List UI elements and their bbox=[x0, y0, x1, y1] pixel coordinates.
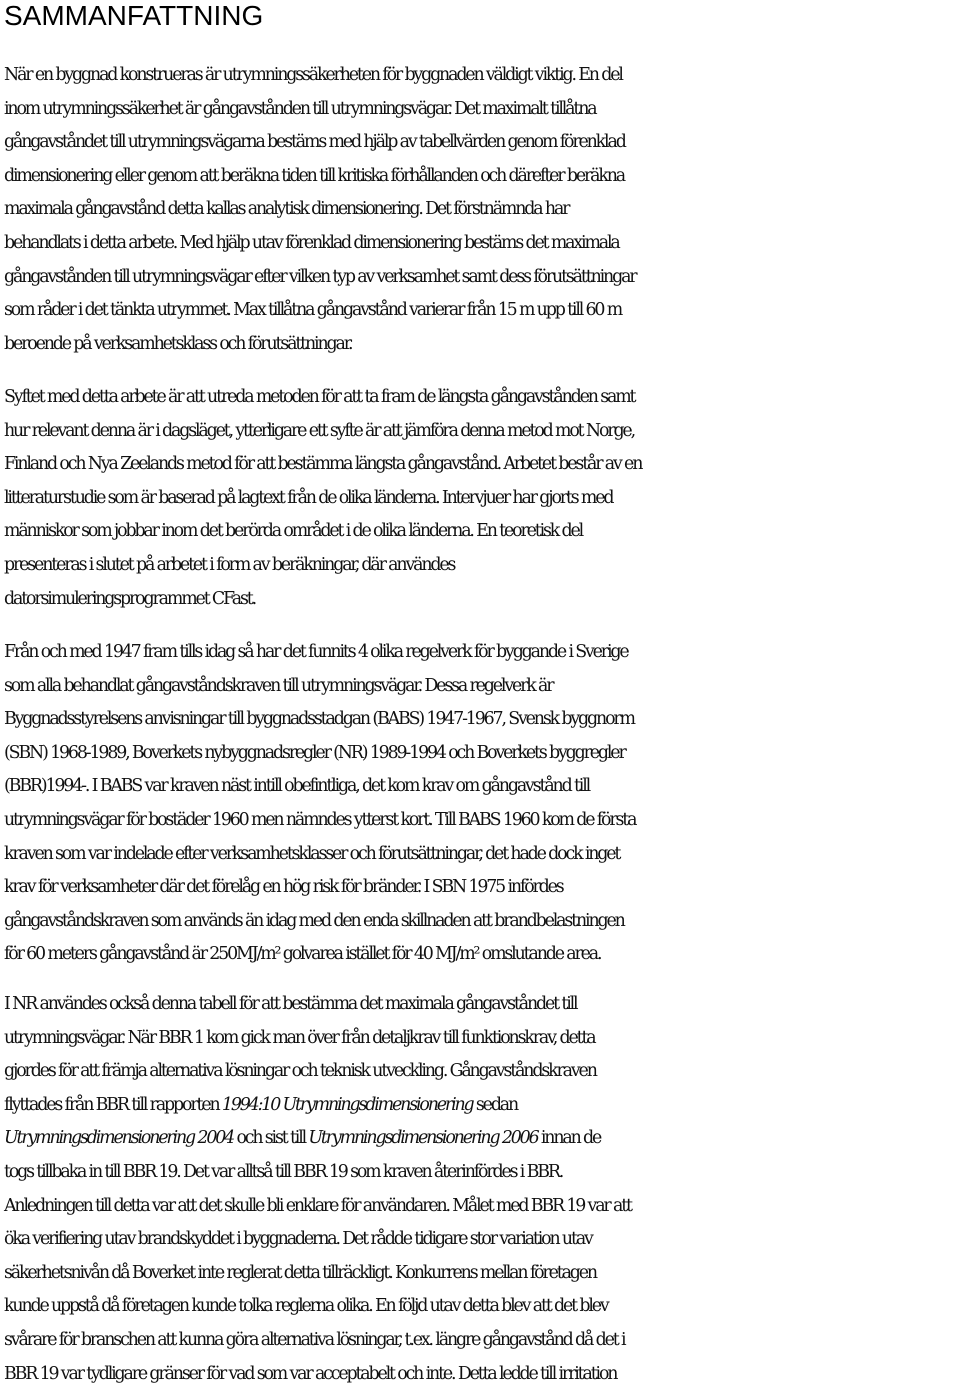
text-line: krav för verksamheter där det förelåg en hög risk för bränder. I SBN 1975 infördes bbox=[4, 877, 563, 898]
paragraph-3 bbox=[4, 636, 959, 972]
text-line: utrymningsvägar för bostäder 1960 men nämndes ytterst kort. Till BABS 1960 kom de första bbox=[4, 809, 636, 830]
text-line: När en byggnad konstrueras är utrymningssäkerheten för byggnaden väldigt viktig. En del bbox=[4, 65, 622, 85]
text-line: inom utrymningssäkerhet är gångavstånden till utrymningsvägar. Det maximalt tillåtna bbox=[4, 98, 596, 119]
paragraph-4 bbox=[4, 988, 959, 1385]
text-line: svårare för branschen att kunna göra alternativa lösningar, t.ex. längre gångavstånd då det i bbox=[4, 1329, 625, 1350]
text-line: Syftet med detta arbete är att utreda metoden för att ta fram de längsta gångavstånden samt bbox=[4, 387, 635, 407]
text-line: gångavståndskraven som används än idag med den enda skillnaden att brandbelastningen bbox=[4, 910, 624, 931]
text-line: behandlats i detta arbete. Med hjälp utav förenklad dimensionering bestäms det maximala bbox=[4, 232, 619, 253]
text-segment: sedan bbox=[472, 1094, 518, 1115]
text-segment: och sist till bbox=[233, 1128, 309, 1149]
text-line: som alla behandlat gångavståndskraven till utrymningsvägar. Dessa regelverk är bbox=[4, 675, 553, 696]
text-line: Finland och Nya Zeelands metod för att bestämma längsta gångavstånd. Arbetet består av en bbox=[4, 454, 642, 475]
paragraph-1 bbox=[4, 59, 959, 361]
paragraph-2 bbox=[4, 381, 959, 616]
text-line: öka verifiering utav brandskyddet i byggnaderna. Det rådde tidigare stor variation utav bbox=[4, 1229, 592, 1250]
text-line: utrymningsvägar. När BBR 1 kom gick man över från detaljkrav till funktionskrav, detta bbox=[4, 1027, 595, 1048]
text-line: människor som jobbar inom det berörda området i de olika länderna. En teoretisk del bbox=[4, 521, 583, 542]
text-line bbox=[4, 1089, 959, 1123]
text-line: datorsimuleringsprogrammet CFast. bbox=[4, 588, 256, 609]
text-line: Från och med 1947 fram tills idag så har det funnits 4 olika regelverk för byggande i Sverige bbox=[4, 642, 628, 662]
text-line: dimensionering eller genom att beräkna tiden till kritiska förhållanden och därefter beräkna bbox=[4, 165, 625, 186]
text-line: Byggnadsstyrelsens anvisningar till byggnadsstadgan (BABS) 1947-1967, Svensk byggnorm bbox=[4, 709, 634, 730]
text-line: gångavståndet till utrymningsvägarna bestäms med hjälp av tabellvärden genom förenklad bbox=[4, 132, 625, 153]
text-line: Anledningen till detta var att det skulle bli enklare för användaren. Målet med BBR 19 var att bbox=[4, 1195, 631, 1216]
text-line: I NR användes också denna tabell för att bestämma det maximala gångavståndet till bbox=[4, 994, 577, 1014]
text-line: (BBR)1994-. I BABS var kraven näst intill obefintliga, det kom krav om gångavstånd till bbox=[4, 776, 590, 797]
text-line: som råder i det tänkta utrymmet. Max tillåtna gångavstånd varierar från 15 m upp till 60 m bbox=[4, 300, 622, 321]
report-title: Utrymningsdimensionering 2004 bbox=[4, 1128, 234, 1149]
text-segment: flyttades från BBR till rapporten bbox=[4, 1094, 222, 1115]
page-title: SAMMANFATTNING bbox=[4, 0, 264, 31]
text-line: togs tillbaka in till BBR 19. Det var alltså till BBR 19 som kraven återinfördes i BBR. bbox=[4, 1161, 563, 1182]
text-line: gångavstånden till utrymningsvägar efter vilken typ av verksamhet samt dess förutsättningar bbox=[4, 266, 636, 287]
text-line bbox=[4, 1122, 959, 1156]
text-segment: innan de bbox=[537, 1128, 601, 1149]
text-line: litteraturstudie som är baserad på lagtext från de olika länderna. Intervjuer har gjorts med bbox=[4, 487, 613, 508]
report-title: Utrymningsdimensionering 2006 bbox=[308, 1128, 538, 1149]
text-line: för 60 meters gångavstånd är 250MJ/m² golvarea istället för 40 MJ/m² omslutande area. bbox=[4, 944, 601, 965]
text-line: maximala gångavstånd detta kallas analytisk dimensionering. Det förstnämnda har bbox=[4, 199, 569, 220]
text-line: BBR 19 var tydligare gränser för vad som var acceptabelt och inte. Detta ledde till irritation bbox=[4, 1363, 617, 1384]
report-title: 1994:10 Utrymningsdimensionering bbox=[221, 1094, 473, 1115]
text-line: säkerhetsnivån då Boverket inte reglerat detta tillräckligt. Konkurrens mellan företagen bbox=[4, 1262, 596, 1283]
text-line: gjordes för att främja alternativa lösningar och teknisk utveckling. Gångavståndskraven bbox=[4, 1061, 596, 1082]
text-line: presenteras i slutet på arbetet i form av beräkningar, där användes bbox=[4, 554, 455, 575]
text-line: kunde uppstå då företagen kunde tolka reglerna olika. En följd utav detta blev att det blev bbox=[4, 1296, 608, 1317]
text-line: hur relevant denna är i dagsläget, ytterligare ett syfte är att jämföra denna metod mot Norge, bbox=[4, 420, 634, 441]
text-line: beroende på verksamhetsklass och förutsättningar. bbox=[4, 333, 352, 354]
text-line: kraven som var indelade efter verksamhetsklasser och förutsättningar, det hade dock inget bbox=[4, 843, 620, 864]
text-line: (SBN) 1968-1989, Boverkets nybyggnadsregler (NR) 1989-1994 och Boverkets byggregler bbox=[4, 742, 625, 763]
